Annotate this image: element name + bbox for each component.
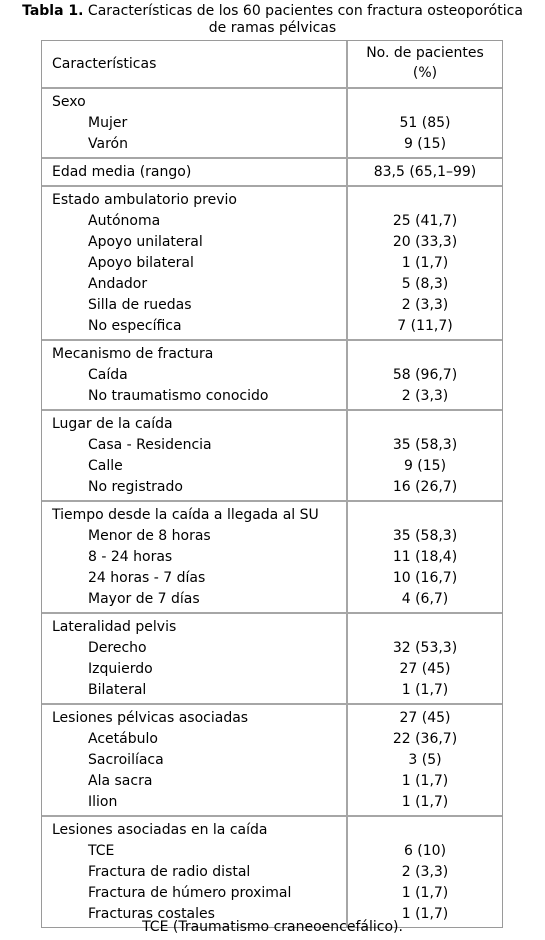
row-label: No específica (88, 318, 182, 334)
row-label: Acetábulo (88, 731, 158, 747)
group-title-value (348, 414, 502, 435)
row-label: Sacroilíaca (88, 752, 164, 768)
group-label-cell (42, 187, 348, 339)
row-label: Mayor de 7 días (88, 591, 200, 607)
group-value-cell (348, 187, 502, 339)
group-label-cell (42, 89, 348, 157)
row-value: 35 (58,3) (392, 528, 458, 544)
group-value-cell (348, 502, 502, 612)
characteristics-table (41, 40, 503, 928)
row-label: Varón (88, 136, 128, 152)
group-value-cell (348, 614, 502, 703)
row-value: 1 (1,7) (401, 773, 449, 789)
group-label-cell (42, 817, 348, 927)
group-title-value (348, 344, 502, 365)
row-value: 11 (18,4) (392, 549, 458, 565)
row-value: 1 (1,7) (401, 255, 449, 271)
row-value: 51 (85) (399, 115, 451, 131)
row-label: Mujer (88, 115, 128, 131)
caption-line-1 (0, 3, 545, 20)
row-value: 27 (45) (399, 661, 451, 677)
row-label: Casa - Residencia (88, 437, 212, 453)
group-label-cell (42, 502, 348, 612)
header-cell-characteristics (42, 41, 348, 87)
group-title-value: 27 (45) (399, 710, 451, 726)
row-label: Silla de ruedas (88, 297, 192, 313)
group-title: Mecanismo de fractura (52, 346, 214, 362)
row-value: 1 (1,7) (401, 885, 449, 901)
row-value: 16 (26,7) (392, 479, 458, 495)
row-value: 10 (16,7) (392, 570, 458, 586)
row-label: Bilateral (88, 682, 147, 698)
row-value: 9 (15) (403, 458, 447, 474)
row-label: Apoyo bilateral (88, 255, 194, 271)
group-label-cell (42, 705, 348, 815)
row-value: 4 (6,7) (401, 591, 449, 607)
row-label: Menor de 8 horas (88, 528, 211, 544)
row-label: Caída (88, 367, 128, 383)
group-label-cell (42, 411, 348, 500)
table-group (42, 187, 502, 341)
row-value: 22 (36,7) (392, 731, 458, 747)
row-value: 2 (3,3) (401, 388, 449, 404)
row-label: Ala sacra (88, 773, 153, 789)
row-value: 1 (1,7) (401, 794, 449, 810)
table-group (42, 341, 502, 411)
row-value: 1 (1,7) (401, 906, 449, 922)
row-label: TCE (88, 843, 115, 859)
group-title: Sexo (52, 94, 86, 110)
group-value-cell (348, 817, 502, 927)
row-label: No traumatismo conocido (88, 388, 269, 404)
group-title-value (348, 92, 502, 113)
row-label: Autónoma (88, 213, 161, 229)
table-caption (0, 3, 545, 37)
header-percent-label: (%) (412, 65, 438, 81)
row-value: 2 (3,3) (401, 864, 449, 880)
row-label: 8 - 24 horas (88, 549, 173, 565)
group-title: Lesiones asociadas en la caída (52, 822, 268, 838)
row-value: 7 (11,7) (397, 318, 453, 334)
group-title-value (348, 820, 502, 841)
table-footnote: TCE (Traumatismo craneoencefálico). (142, 919, 403, 935)
caption-line-2: de ramas pélvicas (208, 20, 337, 36)
row-label: Calle (88, 458, 123, 474)
group-title: Edad media (rango) (52, 164, 192, 180)
row-label: No registrado (88, 479, 183, 495)
group-value-cell (348, 411, 502, 500)
row-value: 6 (10) (403, 843, 447, 859)
table-header-row (42, 41, 502, 89)
header-characteristics-label: Características (52, 56, 157, 72)
group-title-value (348, 190, 502, 211)
row-value: 35 (58,3) (392, 437, 458, 453)
group-label-cell (42, 341, 348, 409)
row-label: Fractura de húmero proximal (88, 885, 292, 901)
table-group (42, 817, 502, 927)
row-value: 32 (53,3) (392, 640, 458, 656)
row-label: Andador (88, 276, 148, 292)
row-label: Apoyo unilateral (88, 234, 203, 250)
header-cell-patients (348, 41, 502, 87)
row-label: Derecho (88, 640, 147, 656)
group-title-value (348, 617, 502, 638)
caption-label: Tabla 1. (22, 3, 84, 19)
group-title: Tiempo desde la caída a llegada al SU (52, 507, 319, 523)
group-value-cell (348, 341, 502, 409)
header-patients-label: No. de pacientes (366, 45, 484, 61)
table-group (42, 614, 502, 705)
table-group (42, 159, 502, 187)
table-group (42, 411, 502, 502)
row-value: 5 (8,3) (401, 276, 449, 292)
row-label: 24 horas - 7 días (88, 570, 206, 586)
group-title-value (348, 505, 502, 526)
table-group (42, 89, 502, 159)
row-value: 9 (15) (403, 136, 447, 152)
row-label: Fractura de radio distal (88, 864, 251, 880)
group-label-cell (42, 159, 348, 185)
group-title: Lateralidad pelvis (52, 619, 177, 635)
row-label: Izquierdo (88, 661, 153, 677)
group-title-value: 83,5 (65,1–99) (373, 164, 477, 180)
row-value: 1 (1,7) (401, 682, 449, 698)
row-value: 20 (33,3) (392, 234, 458, 250)
row-value: 25 (41,7) (392, 213, 458, 229)
row-label: Ilion (88, 794, 118, 810)
group-title: Lesiones pélvicas asociadas (52, 710, 249, 726)
row-value: 58 (96,7) (392, 367, 458, 383)
table-group (42, 502, 502, 614)
row-value: 3 (5) (408, 752, 442, 768)
group-title: Estado ambulatorio previo (52, 192, 237, 208)
row-label: Fracturas costales (88, 906, 215, 922)
group-value-cell (348, 705, 502, 815)
row-value: 2 (3,3) (401, 297, 449, 313)
group-value-cell (348, 89, 502, 157)
group-title: Lugar de la caída (52, 416, 173, 432)
group-value-cell (348, 159, 502, 185)
group-label-cell (42, 614, 348, 703)
table-group (42, 705, 502, 817)
caption-text: Características de los 60 pacientes con fractura osteoporótica (83, 3, 523, 19)
